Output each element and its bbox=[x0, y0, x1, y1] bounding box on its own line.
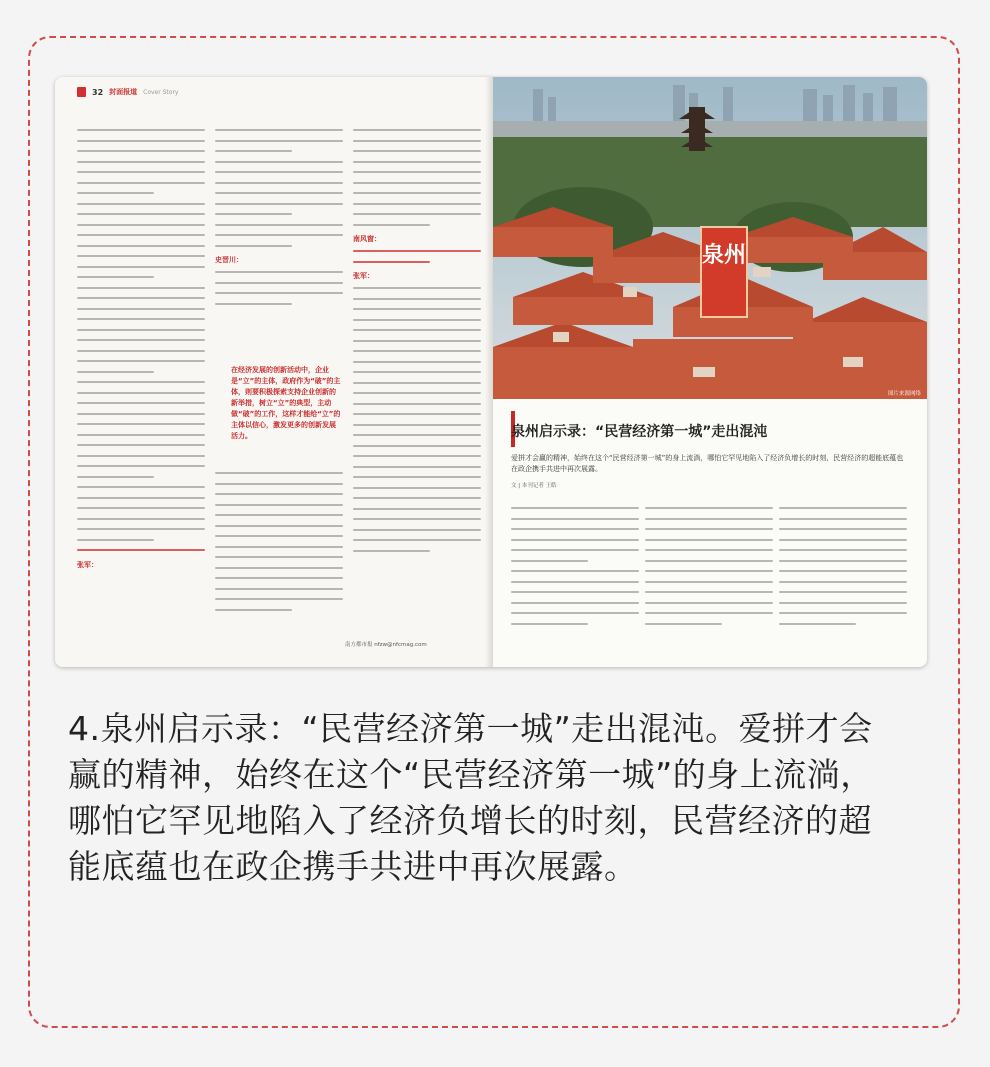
text-column-2b bbox=[215, 472, 343, 642]
sign-character: 泉州 bbox=[701, 243, 747, 268]
page-footer: 南方都市报 nfzw@nfcmag.com bbox=[345, 642, 427, 648]
photo-credit: 图片来源网络 bbox=[887, 391, 921, 397]
text-column-right-2 bbox=[645, 507, 773, 657]
speaker-label: 张军： bbox=[77, 560, 98, 569]
text-column-right-1 bbox=[511, 507, 639, 657]
article-lede: 爱拼才会赢的精神，始终在这个“民营经济第一城”的身上流淌，哪怕它罕见地陷入了经济负增长的时刻，民营经济的超能底蕴也在政企携手共进中再次展露。 bbox=[511, 454, 904, 473]
article-headline: 泉州启示录：“民营经济第一城”走出混沌 bbox=[511, 424, 768, 440]
page-header bbox=[77, 85, 178, 99]
text-column-3 bbox=[353, 129, 481, 649]
city-photo bbox=[493, 77, 927, 399]
article-byline: 文 | 本刊记者 王皓 bbox=[511, 483, 557, 489]
text-column-right-3 bbox=[779, 507, 907, 657]
magazine-logo-icon bbox=[77, 87, 86, 97]
speaker-label: 史晋川： bbox=[215, 256, 243, 264]
page-number: 32 bbox=[92, 87, 104, 97]
speaker-label: 张军： bbox=[353, 272, 374, 280]
right-page bbox=[493, 77, 927, 667]
section-title: 封面报道 bbox=[109, 88, 138, 96]
quanzhou-cityscape-image bbox=[493, 77, 927, 399]
section-title-en: Cover Story bbox=[143, 88, 179, 96]
pull-quote: 在经济发展的创新活动中，企业是“立”的主体，政府作为“破”的主体，则要积极探索支持企业创新的新举措，树立“立”的典型，主动做“破”的工作，这样才能给“立”的主体以信心，激发更多的创新发展活力。 bbox=[231, 366, 341, 440]
text-column-2 bbox=[215, 129, 343, 359]
text-column-1 bbox=[77, 129, 205, 649]
left-page bbox=[55, 77, 493, 667]
magazine-spread bbox=[55, 77, 927, 667]
caption-text: 4.泉州启示录：“民营经济第一城”走出混沌。爱拼才会赢的精神，始终在这个“民营经济第一城”的身上流淌，哪怕它罕见地陷入了经济负增长的时刻，民营经济的超能底蕴也在政企携手共进中再次展露。 bbox=[68, 709, 874, 886]
speaker-label: 南风窗： bbox=[353, 235, 381, 243]
